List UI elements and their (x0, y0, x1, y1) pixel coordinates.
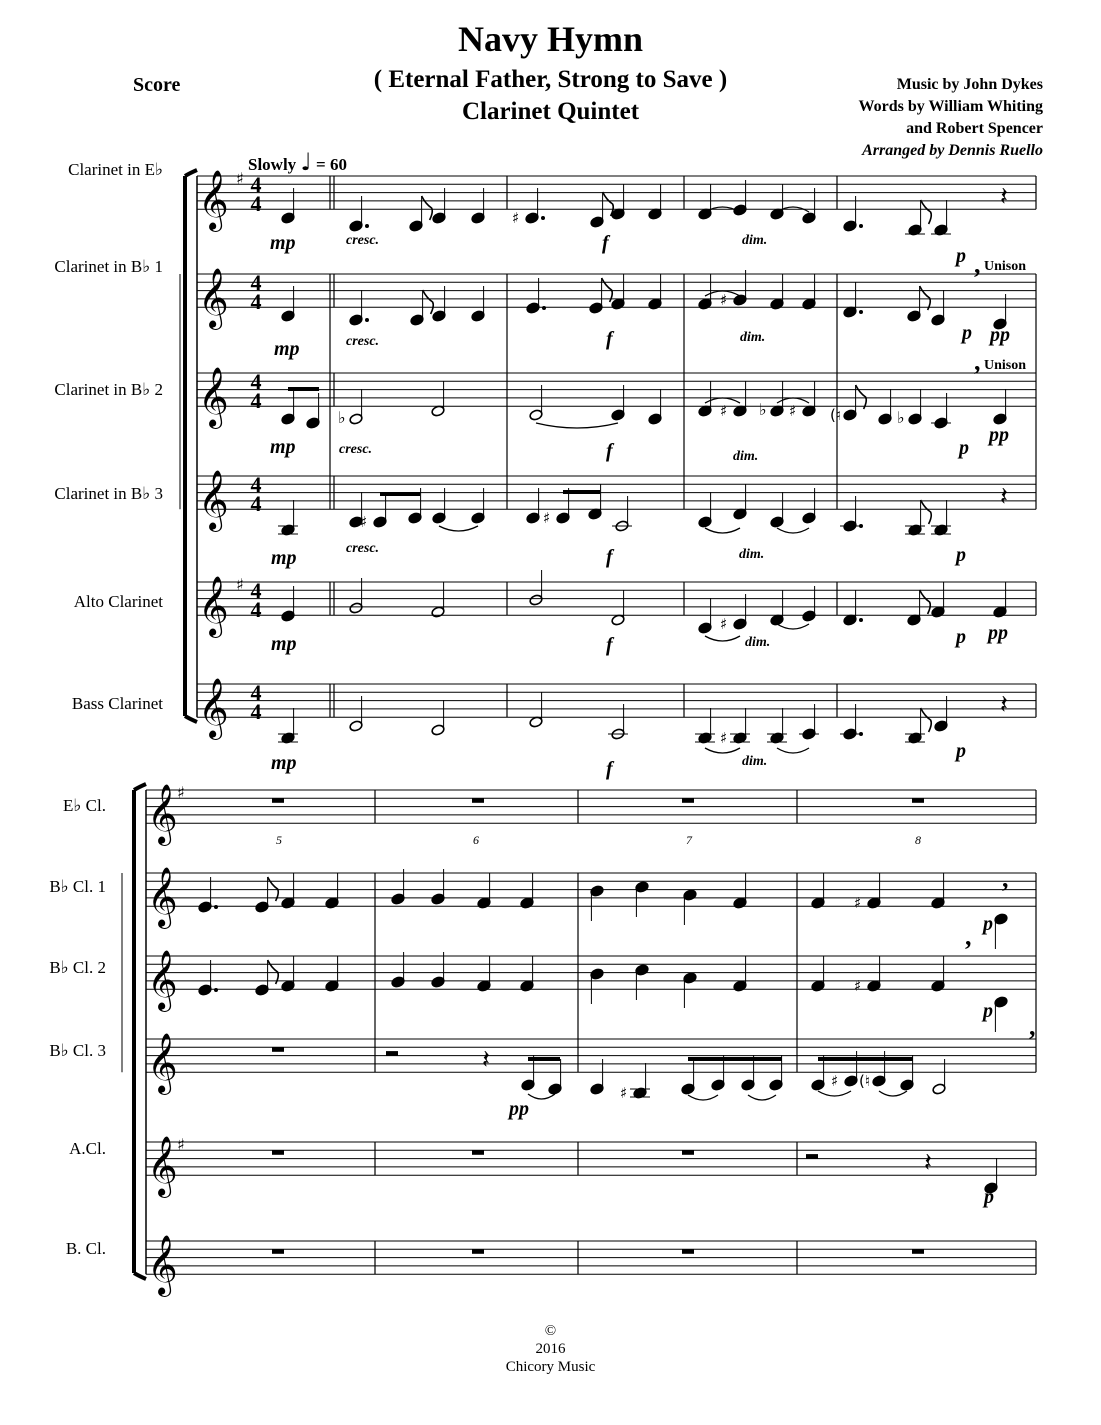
quarter-note (255, 984, 269, 996)
quarter-note (471, 512, 485, 524)
expression-dim: dim. (739, 547, 765, 562)
dynamic-f: f (606, 440, 613, 462)
quarter-note (477, 897, 491, 909)
quarter-note (349, 314, 363, 326)
quarter-note (198, 984, 212, 996)
whole-rest (472, 798, 484, 803)
quarter-note (811, 980, 825, 992)
half-note (431, 724, 445, 736)
instrument-label-alto-clarinet: Alto Clarinet (73, 592, 163, 611)
instrument-label-bb-clarinet-3: Clarinet in B♭ 3 (54, 484, 163, 503)
quarter-note (325, 897, 339, 909)
treble-clef-icon: 𝄞 (198, 268, 229, 329)
treble-clef-icon: 𝄞 (198, 170, 229, 231)
quarter-note (843, 220, 857, 232)
time-signatures (251, 172, 262, 724)
svg-text:4: 4 (250, 191, 262, 216)
treble-clef-icon: 𝄞 (147, 1033, 178, 1094)
slur (688, 1095, 718, 1100)
treble-clef-icon: 𝄞 (198, 678, 229, 739)
quarter-note (432, 512, 446, 524)
svg-text:,: , (965, 922, 972, 951)
whole-rest (912, 1249, 924, 1254)
quarter-note (683, 972, 697, 984)
quarter-note (635, 881, 649, 893)
unison-label: Unison (984, 358, 1027, 373)
unison-label: Unison (984, 259, 1027, 274)
barlines (122, 176, 1036, 1274)
quarter-note (281, 413, 295, 425)
svg-text:4: 4 (250, 578, 262, 603)
expression-cresc: cresc. (339, 442, 373, 457)
treble-clef-icon: 𝄞 (147, 1136, 178, 1197)
footer (0, 1322, 1101, 1376)
system1-bracket (185, 170, 197, 722)
quarter-note (698, 622, 712, 634)
quarter-note (281, 310, 295, 322)
slur (879, 1091, 907, 1096)
svg-text:,: , (974, 250, 981, 279)
dot (365, 318, 369, 322)
dynamic-f: f (606, 634, 613, 656)
sharp-icon: ♯ (720, 291, 728, 309)
quarter-note (391, 893, 405, 905)
slur (528, 1094, 555, 1099)
whole-rest (682, 1249, 694, 1254)
quarter-note (373, 516, 387, 528)
treble-clef-icon: 𝄞 (198, 470, 229, 531)
quarter-note (198, 901, 212, 913)
quarter-note (590, 216, 604, 228)
dot (542, 306, 546, 310)
slur (818, 1091, 851, 1096)
quarter-note (281, 610, 295, 622)
quarter-note (520, 897, 534, 909)
whole-rest (682, 798, 694, 803)
quarter-note (878, 413, 892, 425)
sharp-icon: ♯ (854, 977, 862, 995)
quarter-note (648, 413, 662, 425)
sharp-icon: ♯ (720, 402, 728, 420)
half-note (529, 594, 543, 606)
flat-icon: ♭ (759, 400, 767, 419)
svg-text:,: , (1002, 864, 1009, 893)
quarter-note (408, 512, 422, 524)
quarter-note (349, 220, 363, 232)
flat-icon: ♭ (897, 408, 905, 427)
quarter-rest-icon: 𝄽 (924, 1147, 932, 1178)
note-flag (921, 200, 932, 224)
treble-clef-icon: 𝄞 (147, 950, 178, 1011)
measure-number: 6 (473, 833, 479, 847)
expression-cresc: cresc. (346, 233, 380, 248)
copyright-year: 2016 (535, 1341, 566, 1357)
quarter-note (770, 405, 784, 417)
whole-rest (682, 1150, 694, 1155)
quarter-note (770, 516, 784, 528)
expression-dim: dim. (745, 635, 771, 650)
score-label: Score (133, 74, 181, 96)
quarter-note (648, 208, 662, 220)
instrument-label-eb-cl: E♭ Cl. (63, 796, 106, 815)
quarter-note (698, 298, 712, 310)
quarter-note (306, 417, 320, 429)
quarter-rest-icon: 𝄽 (1000, 481, 1008, 512)
quarter-note (611, 409, 625, 421)
dynamic-mp: mp (271, 547, 297, 569)
quarter-note (432, 212, 446, 224)
dynamic-p: p (962, 322, 972, 344)
instrument-label-bass-clarinet: Bass Clarinet (71, 694, 163, 713)
quarter-note (931, 606, 945, 618)
sharp-icon: ♯ (789, 402, 797, 420)
dynamic-mp: mp (271, 633, 297, 655)
quarter-note (281, 212, 295, 224)
quarter-note (769, 1079, 783, 1091)
dynamic-mp: mp (271, 752, 297, 774)
quarter-note (811, 1079, 825, 1091)
quarter-note (391, 976, 405, 988)
dot (859, 310, 863, 314)
quarter-note (698, 516, 712, 528)
quarter-note (526, 512, 540, 524)
slur (777, 624, 809, 629)
dynamic-pp: pp (989, 424, 1009, 446)
sharp-icon: ♯ (236, 575, 244, 594)
quarter-note (802, 610, 816, 622)
slur (777, 748, 809, 753)
quarter-note (993, 606, 1007, 618)
svg-text:,: , (974, 347, 981, 376)
treble-clef-icon: 𝄞 (198, 576, 229, 637)
svg-text:4: 4 (250, 699, 262, 724)
credit-line: Music by John Dykes (896, 76, 1043, 93)
quarter-note (802, 298, 816, 310)
svg-text:4: 4 (250, 597, 262, 622)
dynamic-f: f (606, 328, 613, 350)
quarter-note (844, 1075, 858, 1087)
quarter-note (733, 405, 747, 417)
quarter-note (589, 302, 603, 314)
dynamic-p: p (983, 1000, 993, 1022)
quarter-note (931, 897, 945, 909)
dot (859, 224, 863, 228)
quarter-note (611, 298, 625, 310)
measure-number: 5 (276, 833, 282, 847)
instrument-label-bb-cl-1: B♭ Cl. 1 (49, 877, 106, 896)
svg-text:4: 4 (250, 289, 262, 314)
dynamic-p: p (956, 544, 966, 566)
quarter-note-icon: ♩ (300, 148, 312, 176)
quarter-note (590, 1083, 604, 1095)
measure-number: 8 (915, 833, 921, 847)
slur (536, 423, 618, 428)
quarter-rest-icon: 𝄽 (1000, 181, 1008, 212)
notes (198, 180, 1008, 1194)
quarter-note (733, 980, 747, 992)
note-flag (603, 192, 614, 216)
quarter-note (635, 964, 649, 976)
svg-text:4: 4 (250, 270, 262, 295)
quarter-note (548, 1083, 562, 1095)
quarter-note (811, 897, 825, 909)
note-flag (856, 385, 867, 409)
slur (705, 748, 740, 753)
quarter-note (994, 996, 1008, 1008)
slur (777, 528, 809, 533)
half-note (349, 602, 363, 614)
piece-subtitle: ( Eternal Father, Strong to Save ) (373, 66, 728, 93)
quarter-note (733, 618, 747, 630)
instrument-label-a-cl: A.Cl. (69, 1139, 106, 1158)
quarter-note (410, 314, 424, 326)
sharp-icon: ♯ (177, 1135, 185, 1154)
whole-rest (272, 1047, 284, 1052)
dynamic-f: f (602, 232, 609, 254)
whole-rest (472, 1150, 484, 1155)
sharp-icon: ♯ (831, 1072, 839, 1090)
measure-numbers (276, 833, 921, 847)
treble-clef-icon: 𝄞 (147, 784, 178, 845)
svg-text:4: 4 (250, 472, 262, 497)
dynamic-pp: pp (988, 622, 1008, 644)
quarter-note (521, 1079, 535, 1091)
credit-line: Words by William Whiting (858, 98, 1043, 115)
quarter-note (281, 980, 295, 992)
quarter-note (471, 310, 485, 322)
quarter-note (741, 1079, 755, 1091)
slur (748, 1095, 776, 1100)
half-rest (806, 1154, 818, 1159)
dot (214, 905, 218, 909)
quarter-note (698, 405, 712, 417)
dot (365, 224, 369, 228)
quarter-note (843, 306, 857, 318)
quarter-note (477, 980, 491, 992)
half-note (932, 1083, 946, 1095)
instrument-label-b-cl: B. Cl. (65, 1239, 106, 1258)
credit-line: and Robert Spencer (906, 120, 1043, 137)
copyright-symbol: © (544, 1323, 557, 1339)
quarter-note (432, 310, 446, 322)
quarter-note (683, 889, 697, 901)
sharp-icon: ♯ (512, 209, 520, 227)
dynamic-p: p (959, 437, 969, 459)
half-note (431, 405, 445, 417)
quarter-note (907, 310, 921, 322)
quarter-note (711, 1079, 725, 1091)
treble-clef-icon: 𝄞 (198, 367, 229, 428)
ensemble-name: Clarinet Quintet (461, 98, 640, 125)
expression-dim: dim. (742, 233, 768, 248)
natural-icon: (♮ (830, 406, 842, 424)
quarter-note (325, 980, 339, 992)
quarter-note (900, 1079, 914, 1091)
dynamic-f: f (606, 546, 613, 568)
quarter-note (931, 980, 945, 992)
quarter-note (520, 980, 534, 992)
slur (439, 526, 478, 531)
half-note (611, 614, 625, 626)
whole-rest (472, 1249, 484, 1254)
note-flag (921, 500, 932, 524)
half-rest (386, 1051, 398, 1056)
measure-number: 7 (686, 833, 692, 847)
sharp-icon: ♯ (543, 509, 551, 527)
quarter-note (802, 405, 816, 417)
quarter-note (590, 968, 604, 980)
quarter-note (907, 614, 921, 626)
half-note (349, 720, 363, 732)
instrument-label-bb-cl-2: B♭ Cl. 2 (49, 958, 106, 977)
dynamic-p: p (956, 740, 966, 762)
clefs (147, 170, 229, 1297)
whole-rest (272, 1150, 284, 1155)
quarter-note (843, 614, 857, 626)
quarter-note (872, 1075, 886, 1087)
quarter-note (802, 212, 816, 224)
quarter-note (526, 302, 540, 314)
quarter-note (431, 976, 445, 988)
quarter-note (681, 1083, 695, 1095)
dynamic-p: p (956, 626, 966, 648)
expression-dim: dim. (740, 330, 766, 345)
note-flag (920, 590, 931, 614)
slur (705, 636, 740, 641)
sharp-icon: ♯ (620, 1084, 628, 1102)
tempo-text: Slowly (248, 155, 297, 174)
sharp-icon: ♯ (177, 783, 185, 802)
publisher-name: Chicory Music (505, 1359, 596, 1375)
note-flag (423, 290, 434, 314)
dynamic-p: p (956, 245, 966, 267)
dynamic-p: p (984, 1186, 994, 1208)
dot (541, 216, 545, 220)
quarter-note (931, 314, 945, 326)
dynamic-pp: pp (509, 1098, 529, 1120)
quarter-note (525, 212, 539, 224)
quarter-note (994, 913, 1008, 925)
half-note (349, 413, 363, 425)
dynamic-f: f (606, 758, 613, 780)
quarter-note (255, 901, 269, 913)
note-flag (921, 708, 932, 732)
quarter-note (843, 409, 857, 421)
dynamic-p: p (983, 913, 993, 935)
sharp-icon: ♯ (720, 615, 728, 633)
half-note (529, 716, 543, 728)
quarter-note (590, 885, 604, 897)
tempo-value: = 60 (316, 155, 347, 174)
expression-dim: dim. (742, 754, 768, 769)
quarter-note (770, 298, 784, 310)
note-flag (920, 286, 931, 310)
instrument-label-bb-clarinet-1: Clarinet in B♭ 1 (54, 257, 163, 276)
quarter-note (471, 212, 485, 224)
sharp-icon: ♯ (854, 894, 862, 912)
quarter-note (431, 893, 445, 905)
quarter-note (588, 508, 602, 520)
instrument-label-eb-clarinet: Clarinet in E♭ (68, 160, 163, 179)
system2-bracket (134, 784, 146, 1279)
expression-cresc: cresc. (346, 334, 380, 349)
piece-title: Navy Hymn (457, 19, 643, 59)
svg-text:4: 4 (250, 491, 262, 516)
svg-text:4: 4 (250, 680, 262, 705)
whole-rest (272, 798, 284, 803)
quarter-note (281, 897, 295, 909)
svg-text:,: , (1029, 1012, 1036, 1041)
quarter-note (867, 897, 881, 909)
quarter-note (908, 413, 922, 425)
whole-rest (272, 1249, 284, 1254)
svg-text:4: 4 (250, 172, 262, 197)
sharp-icon: ♯ (236, 169, 244, 188)
dot (214, 988, 218, 992)
quarter-rest-icon: 𝄽 (1000, 689, 1008, 720)
arranger-credit: Arranged by Dennis Ruello (862, 142, 1043, 159)
quarter-note (409, 220, 423, 232)
dynamic-pp: pp (990, 324, 1010, 346)
quarter-note (733, 508, 747, 520)
instrument-label-bb-cl-3: B♭ Cl. 3 (49, 1041, 106, 1060)
dynamic-mp: mp (274, 338, 300, 360)
half-note (431, 606, 445, 618)
whole-rest (912, 798, 924, 803)
expression-dim: dim. (733, 449, 759, 464)
sharp-icon: ♯ (360, 513, 368, 531)
treble-clef-icon: 𝄞 (147, 867, 178, 928)
dynamic-mp: mp (270, 232, 296, 254)
quarter-note (802, 512, 816, 524)
flat-icon: ♭ (338, 408, 346, 427)
note-flag (422, 196, 433, 220)
svg-text:4: 4 (250, 388, 262, 413)
natural-icon: (♮ (859, 1072, 871, 1090)
quarter-note (556, 512, 570, 524)
sharp-icon: ♯ (720, 729, 728, 747)
quarter-note (934, 720, 948, 732)
slur (705, 528, 740, 533)
expression-cresc: cresc. (346, 541, 380, 556)
instrument-label-bb-clarinet-2: Clarinet in B♭ 2 (54, 380, 163, 399)
svg-text:4: 4 (250, 369, 262, 394)
quarter-note (648, 298, 662, 310)
treble-clef-icon: 𝄞 (147, 1235, 178, 1296)
dot (859, 618, 863, 622)
quarter-note (867, 980, 881, 992)
quarter-note (733, 897, 747, 909)
quarter-rest-icon: 𝄽 (482, 1044, 490, 1075)
half-note (529, 409, 543, 421)
dynamic-mp: mp (270, 436, 296, 458)
